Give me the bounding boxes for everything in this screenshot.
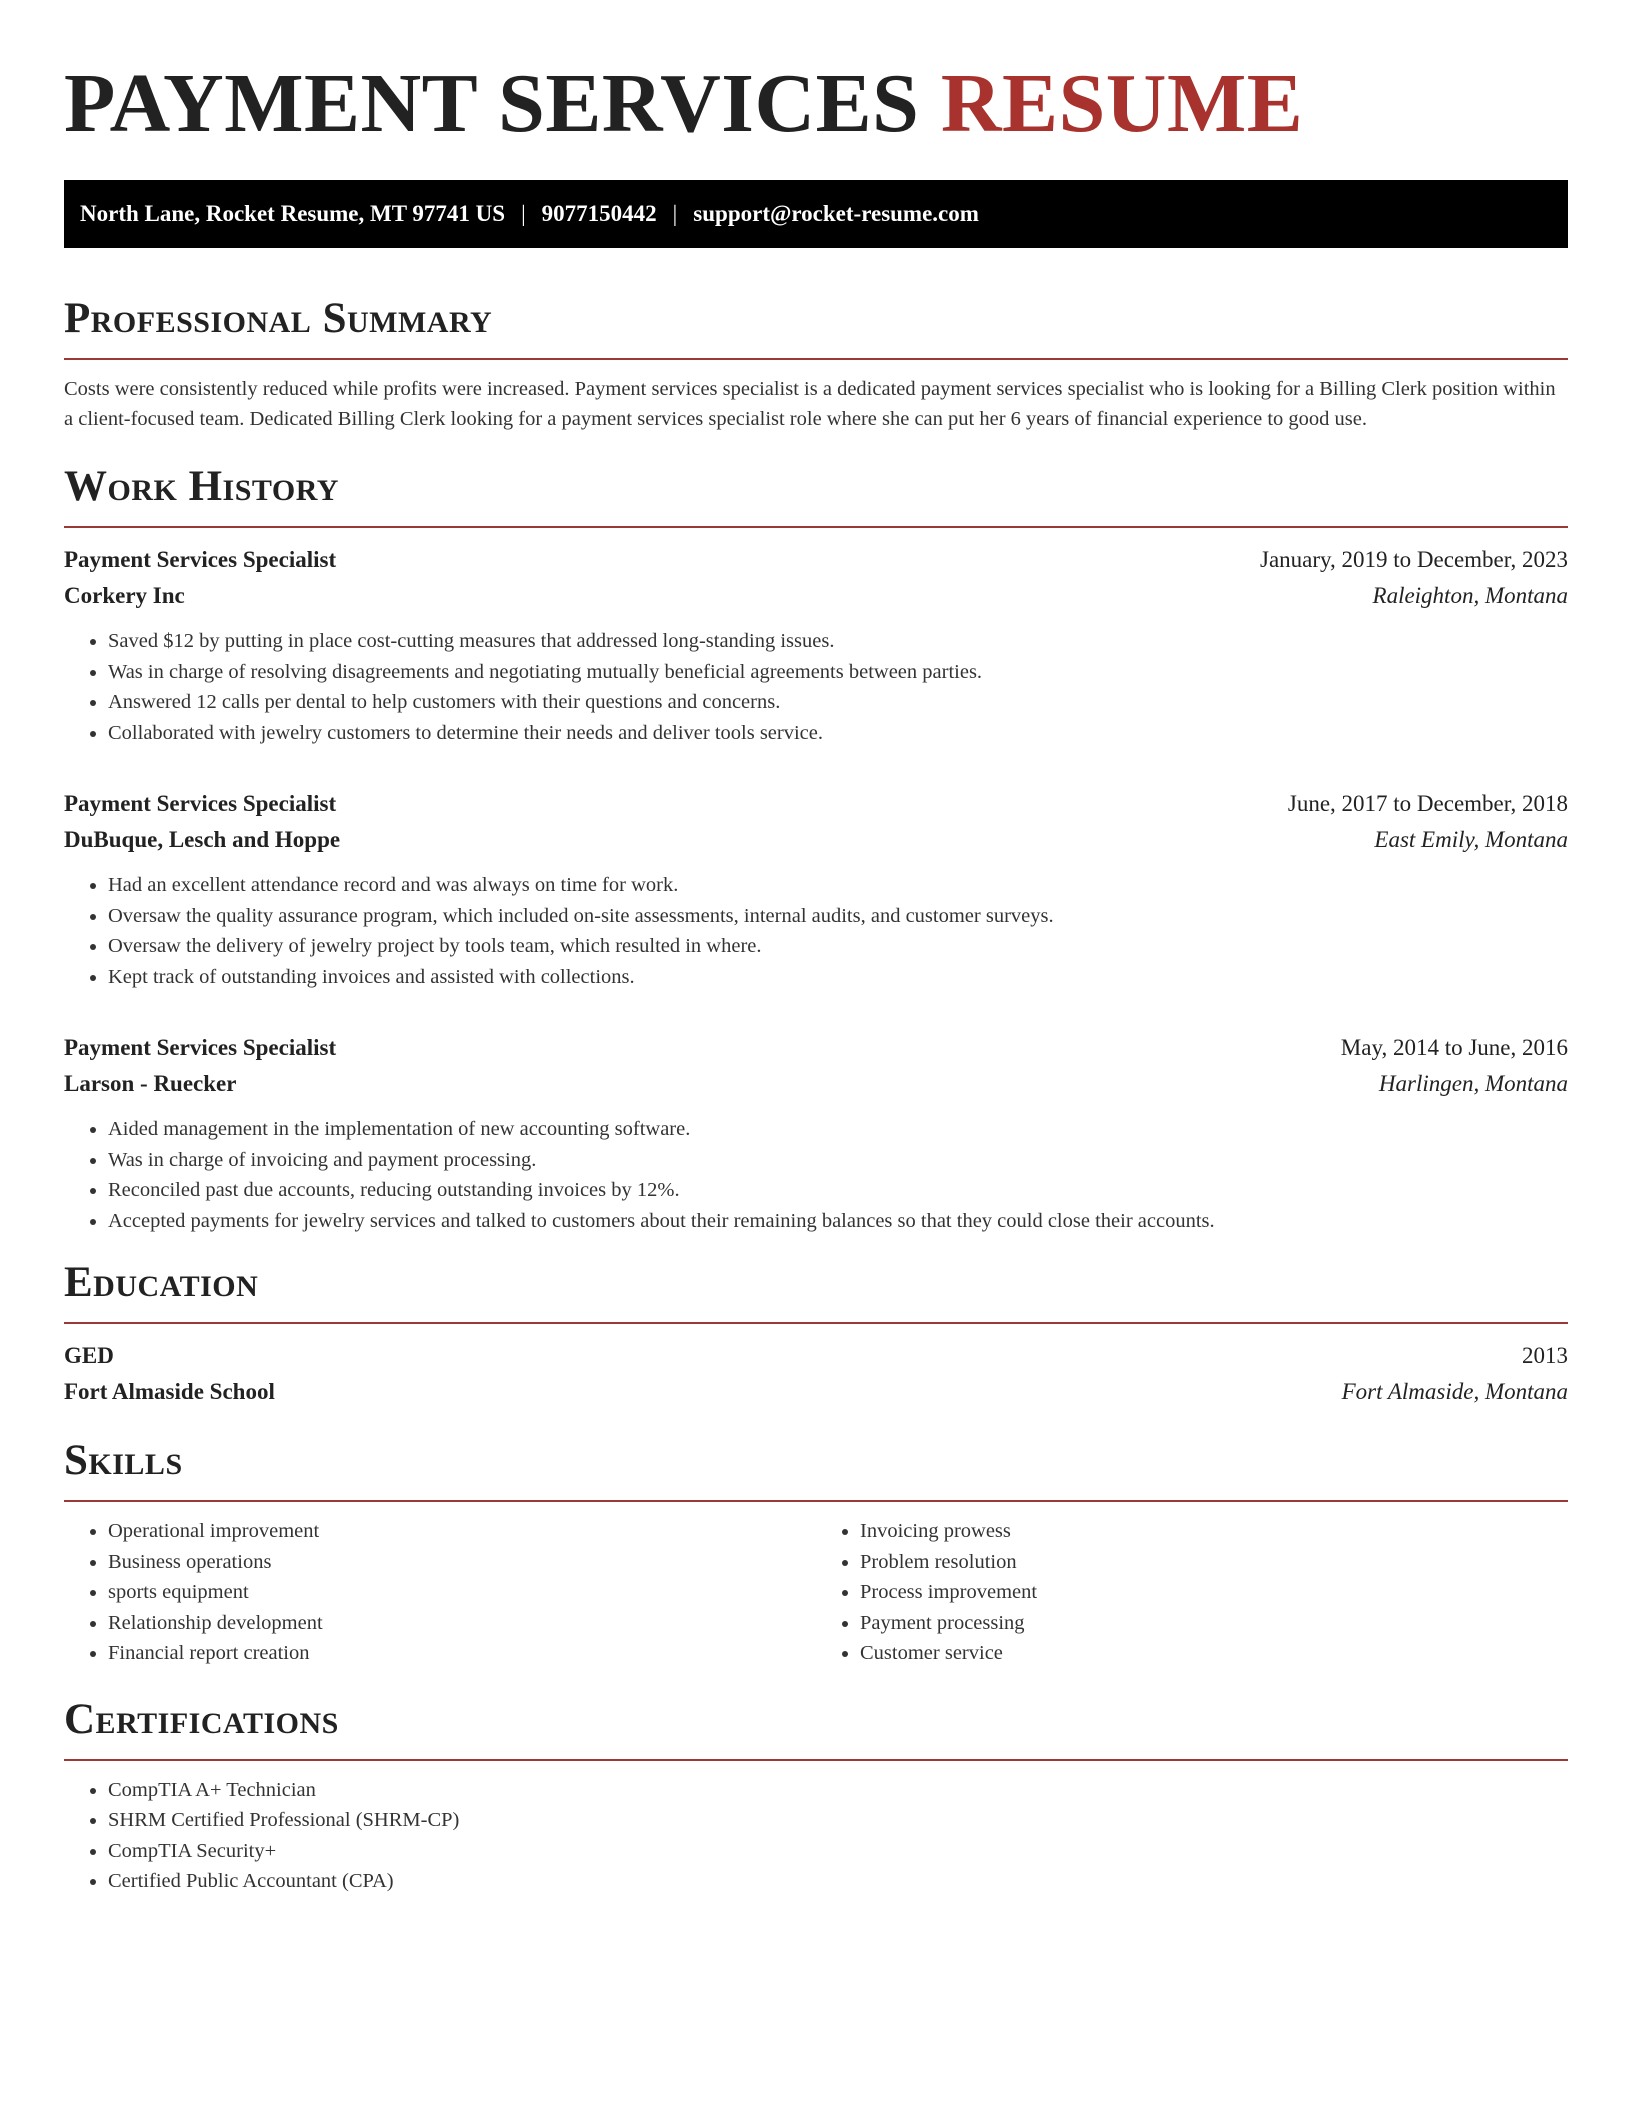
skill-item: • Financial report creation [108,1638,816,1669]
certifications-list [64,1775,1568,1897]
contact-bar [64,180,1568,248]
skill-item: • Business operations [108,1547,816,1578]
skill-item: • Process improvement [860,1577,1568,1608]
job-bullet: • Answered 12 calls per dental to help customers with their questions and concerns. [108,687,1568,718]
job-bullet: • Oversaw the delivery of jewelry project by tools team, which resulted in where. [108,931,1568,962]
job-company: Larson - Ruecker [64,1071,237,1096]
skill-item: • Invoicing prowess [860,1516,1568,1547]
skills-section [64,1436,1568,1669]
education-heading: Education [64,1258,1568,1324]
education-year: 2013 [1522,1343,1568,1368]
education-degree: GED [64,1343,114,1368]
job-dates: May, 2014 to June, 2016 [1340,1035,1568,1060]
job-company: DuBuque, Lesch and Hoppe [64,827,341,852]
contact-email: support@rocket-resume.com [693,201,979,226]
certifications-section [64,1695,1568,1897]
job-bullet: • Oversaw the quality assurance program, which included on-site assessments, internal audits, and customer surveys. [108,901,1568,932]
title-main: PAYMENT SERVICES [64,57,920,150]
job-bullet: • Was in charge of invoicing and payment processing. [108,1145,1568,1176]
certification-item: • CompTIA Security+ [108,1836,1568,1867]
skill-item: • Relationship development [108,1608,816,1639]
contact-separator: | [672,201,678,226]
skill-item: • Operational improvement [108,1516,816,1547]
summary-section [64,294,1568,434]
job-dates: June, 2017 to December, 2018 [1287,791,1568,816]
job-entry [64,786,1568,992]
education-location: Fort Almaside, Montana [1341,1379,1568,1404]
job-bullet: • Reconciled past due accounts, reducing outstanding invoices by 12%. [108,1175,1568,1206]
contact-address: North Lane, Rocket Resume, MT 97741 US [80,201,506,226]
job-title: Payment Services Specialist [64,791,337,816]
skill-item: • Payment processing [860,1608,1568,1639]
title-accent: RESUME [940,57,1304,150]
job-bullet: • Kept track of outstanding invoices and assisted with collections. [108,962,1568,993]
job-location: Raleighton, Montana [1372,583,1568,608]
job-entry [64,1030,1568,1236]
job-bullet: • Was in charge of resolving disagreements and negotiating mutually beneficial agreements between parties. [108,657,1568,688]
job-location: East Emily, Montana [1374,827,1568,852]
certification-item: • Certified Public Accountant (CPA) [108,1866,1568,1897]
skill-item: • Customer service [860,1638,1568,1669]
job-bullet: • Saved $12 by putting in place cost-cutting measures that addressed long-standing issues. [108,626,1568,657]
certification-item: • CompTIA A+ Technician [108,1775,1568,1806]
skills-list-right [816,1516,1568,1669]
job-bullets [64,626,1568,748]
job-location: Harlingen, Montana [1378,1071,1568,1096]
summary-text: Costs were consistently reduced while profits were increased. Payment services specialist is a dedicated payment services specialist who is looking for a Billing Clerk position within a client-focused team. Dedicated Billing Clerk looking for a payment services specialist role where she can put her 6 years of financial experience to good use. [64,378,1556,430]
skills-list-left [64,1516,816,1669]
skills-grid [64,1516,1568,1669]
contact-phone: 9077150442 [541,201,657,226]
job-bullet: • Collaborated with jewelry customers to determine their needs and deliver tools service. [108,718,1568,749]
work-history-section [64,462,1568,1236]
job-title: Payment Services Specialist [64,547,337,572]
education-school: Fort Almaside School [64,1379,275,1404]
job-bullets [64,870,1568,992]
summary-heading: Professional Summary [64,294,1568,360]
work-history-heading: Work History [64,462,1568,528]
skill-item: • sports equipment [108,1577,816,1608]
job-bullets [64,1114,1568,1236]
job-dates: January, 2019 to December, 2023 [1260,547,1568,572]
resume-title [64,58,1568,150]
job-bullet: • Aided management in the implementation of new accounting software. [108,1114,1568,1145]
education-section [64,1258,1568,1410]
job-entry [64,542,1568,748]
job-company: Corkery Inc [64,583,185,608]
contact-separator: | [521,201,526,226]
skills-heading: Skills [64,1436,1568,1502]
job-title: Payment Services Specialist [64,1035,337,1060]
skill-item: • Problem resolution [860,1547,1568,1578]
job-bullet: • Had an excellent attendance record and was always on time for work. [108,870,1568,901]
certifications-heading: Certifications [64,1695,1568,1761]
certification-item: • SHRM Certified Professional (SHRM-CP) [108,1805,1568,1836]
job-bullet: • Accepted payments for jewelry services and talked to customers about their remaining balances so that they could close their accounts. [108,1206,1568,1237]
